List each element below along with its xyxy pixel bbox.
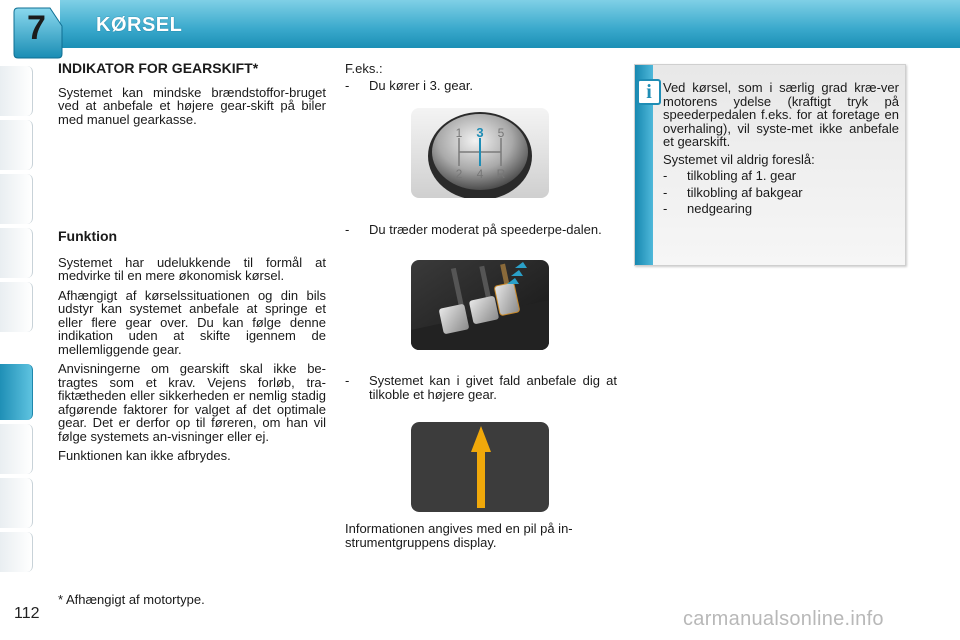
side-tab-1[interactable] [0, 66, 33, 116]
spacer [58, 132, 326, 230]
gear-label: 5 [497, 126, 505, 140]
info-never-label: Systemet vil aldrig foreslå: [663, 151, 815, 167]
example-label: F.eks.: [345, 61, 383, 76]
list-dash: - [345, 77, 350, 93]
info-icon: i [637, 79, 661, 105]
info-list-item [663, 186, 899, 200]
info-list-item [663, 202, 899, 216]
left-column [58, 62, 326, 469]
paragraph: Systemet har udelukkende til formål at medvirke til en mere økonomisk kørsel. [58, 254, 326, 283]
list-text: Du kører i 3. gear. [369, 77, 474, 93]
list-item [345, 374, 617, 401]
watermark[interactable]: carmanualsonline.info [683, 608, 884, 630]
display-illustration [411, 422, 549, 512]
side-tab-5[interactable] [0, 282, 33, 332]
gear-label: 1 [455, 126, 463, 140]
list-text: tilkobling af bakgear [687, 184, 803, 200]
info-box [634, 64, 906, 266]
gear-label-highlight: 3 [476, 125, 484, 140]
intro-paragraph: Systemet kan mindske brændstoffor-bruget ved at anbefale et højere gear-skift på biler med manuel gearkasse. [58, 84, 326, 127]
paragraph: Afhængigt af kørselssituationen og din bils udstyr kan systemet anbefale at springe et eller flere gear over. Du kan følge denne indikation uden at skifte igennem de mellemliggende gear. [58, 287, 326, 357]
paragraph: Anvisningerne om gearskift skal ikke be-tragtes som et krav. Vejens forløb, tra-fiktætheden eller sikkerheden er nemlig stadig afgørende faktorer for valget af det optimale gear. Det er derfor op til føreren, om han vil følge systemets an-visninger eller ej. [58, 361, 326, 444]
info-text [663, 81, 899, 216]
list-item [345, 223, 617, 237]
list-text: Du træder moderat på speederpe-dalen. [369, 222, 602, 237]
side-tab-3[interactable] [0, 174, 33, 224]
subheading: Funktion [58, 228, 118, 244]
gear-label: 4 [476, 167, 484, 181]
footnote: * Afhængigt af motortype. [58, 592, 205, 607]
list-dash: - [663, 201, 668, 216]
page-title: KØRSEL [96, 14, 183, 36]
gear-label: R [496, 167, 506, 181]
gear-label: 2 [455, 167, 463, 181]
list-item [345, 79, 617, 93]
list-text: Systemet kan i givet fald anbefale dig at tilkoble et højere gear. [369, 373, 617, 402]
side-tab-2[interactable] [0, 120, 33, 170]
list-dash: - [663, 168, 668, 183]
section-heading: INDIKATOR FOR GEARSKIFT* [58, 60, 259, 76]
chapter-number: 7 [27, 9, 46, 47]
side-tab-8[interactable] [0, 478, 33, 528]
list-dash: - [345, 222, 350, 237]
list-dash: - [663, 184, 668, 200]
page-number: 112 [14, 605, 40, 622]
list-text: nedgearing [687, 201, 753, 216]
middle-column [345, 62, 617, 92]
side-tab-9[interactable] [0, 532, 33, 572]
info-paragraph: Ved kørsel, som i særlig grad kræ-ver motorens ydelse (kraftigt tryk på speederpedalen f.eks. for at foretage en overhaling), vil syste-met ikke anbefale et gearskift. [663, 80, 899, 149]
middle-column-item2 [345, 223, 617, 237]
info-list-item [663, 169, 899, 183]
middle-column-item3 [345, 374, 617, 401]
list-dash: - [345, 373, 350, 388]
side-tab-active[interactable] [0, 364, 33, 420]
list-text: tilkobling af 1. gear [687, 168, 797, 183]
gear-knob-illustration [411, 108, 549, 198]
paragraph: Funktionen kan ikke afbrydes. [58, 448, 231, 463]
side-tab-4[interactable] [0, 228, 33, 278]
pedals-illustration [411, 260, 549, 350]
closing-paragraph: Informationen angives med en pil på in-strumentgruppens display. [345, 521, 573, 550]
side-tab-7[interactable] [0, 424, 33, 474]
